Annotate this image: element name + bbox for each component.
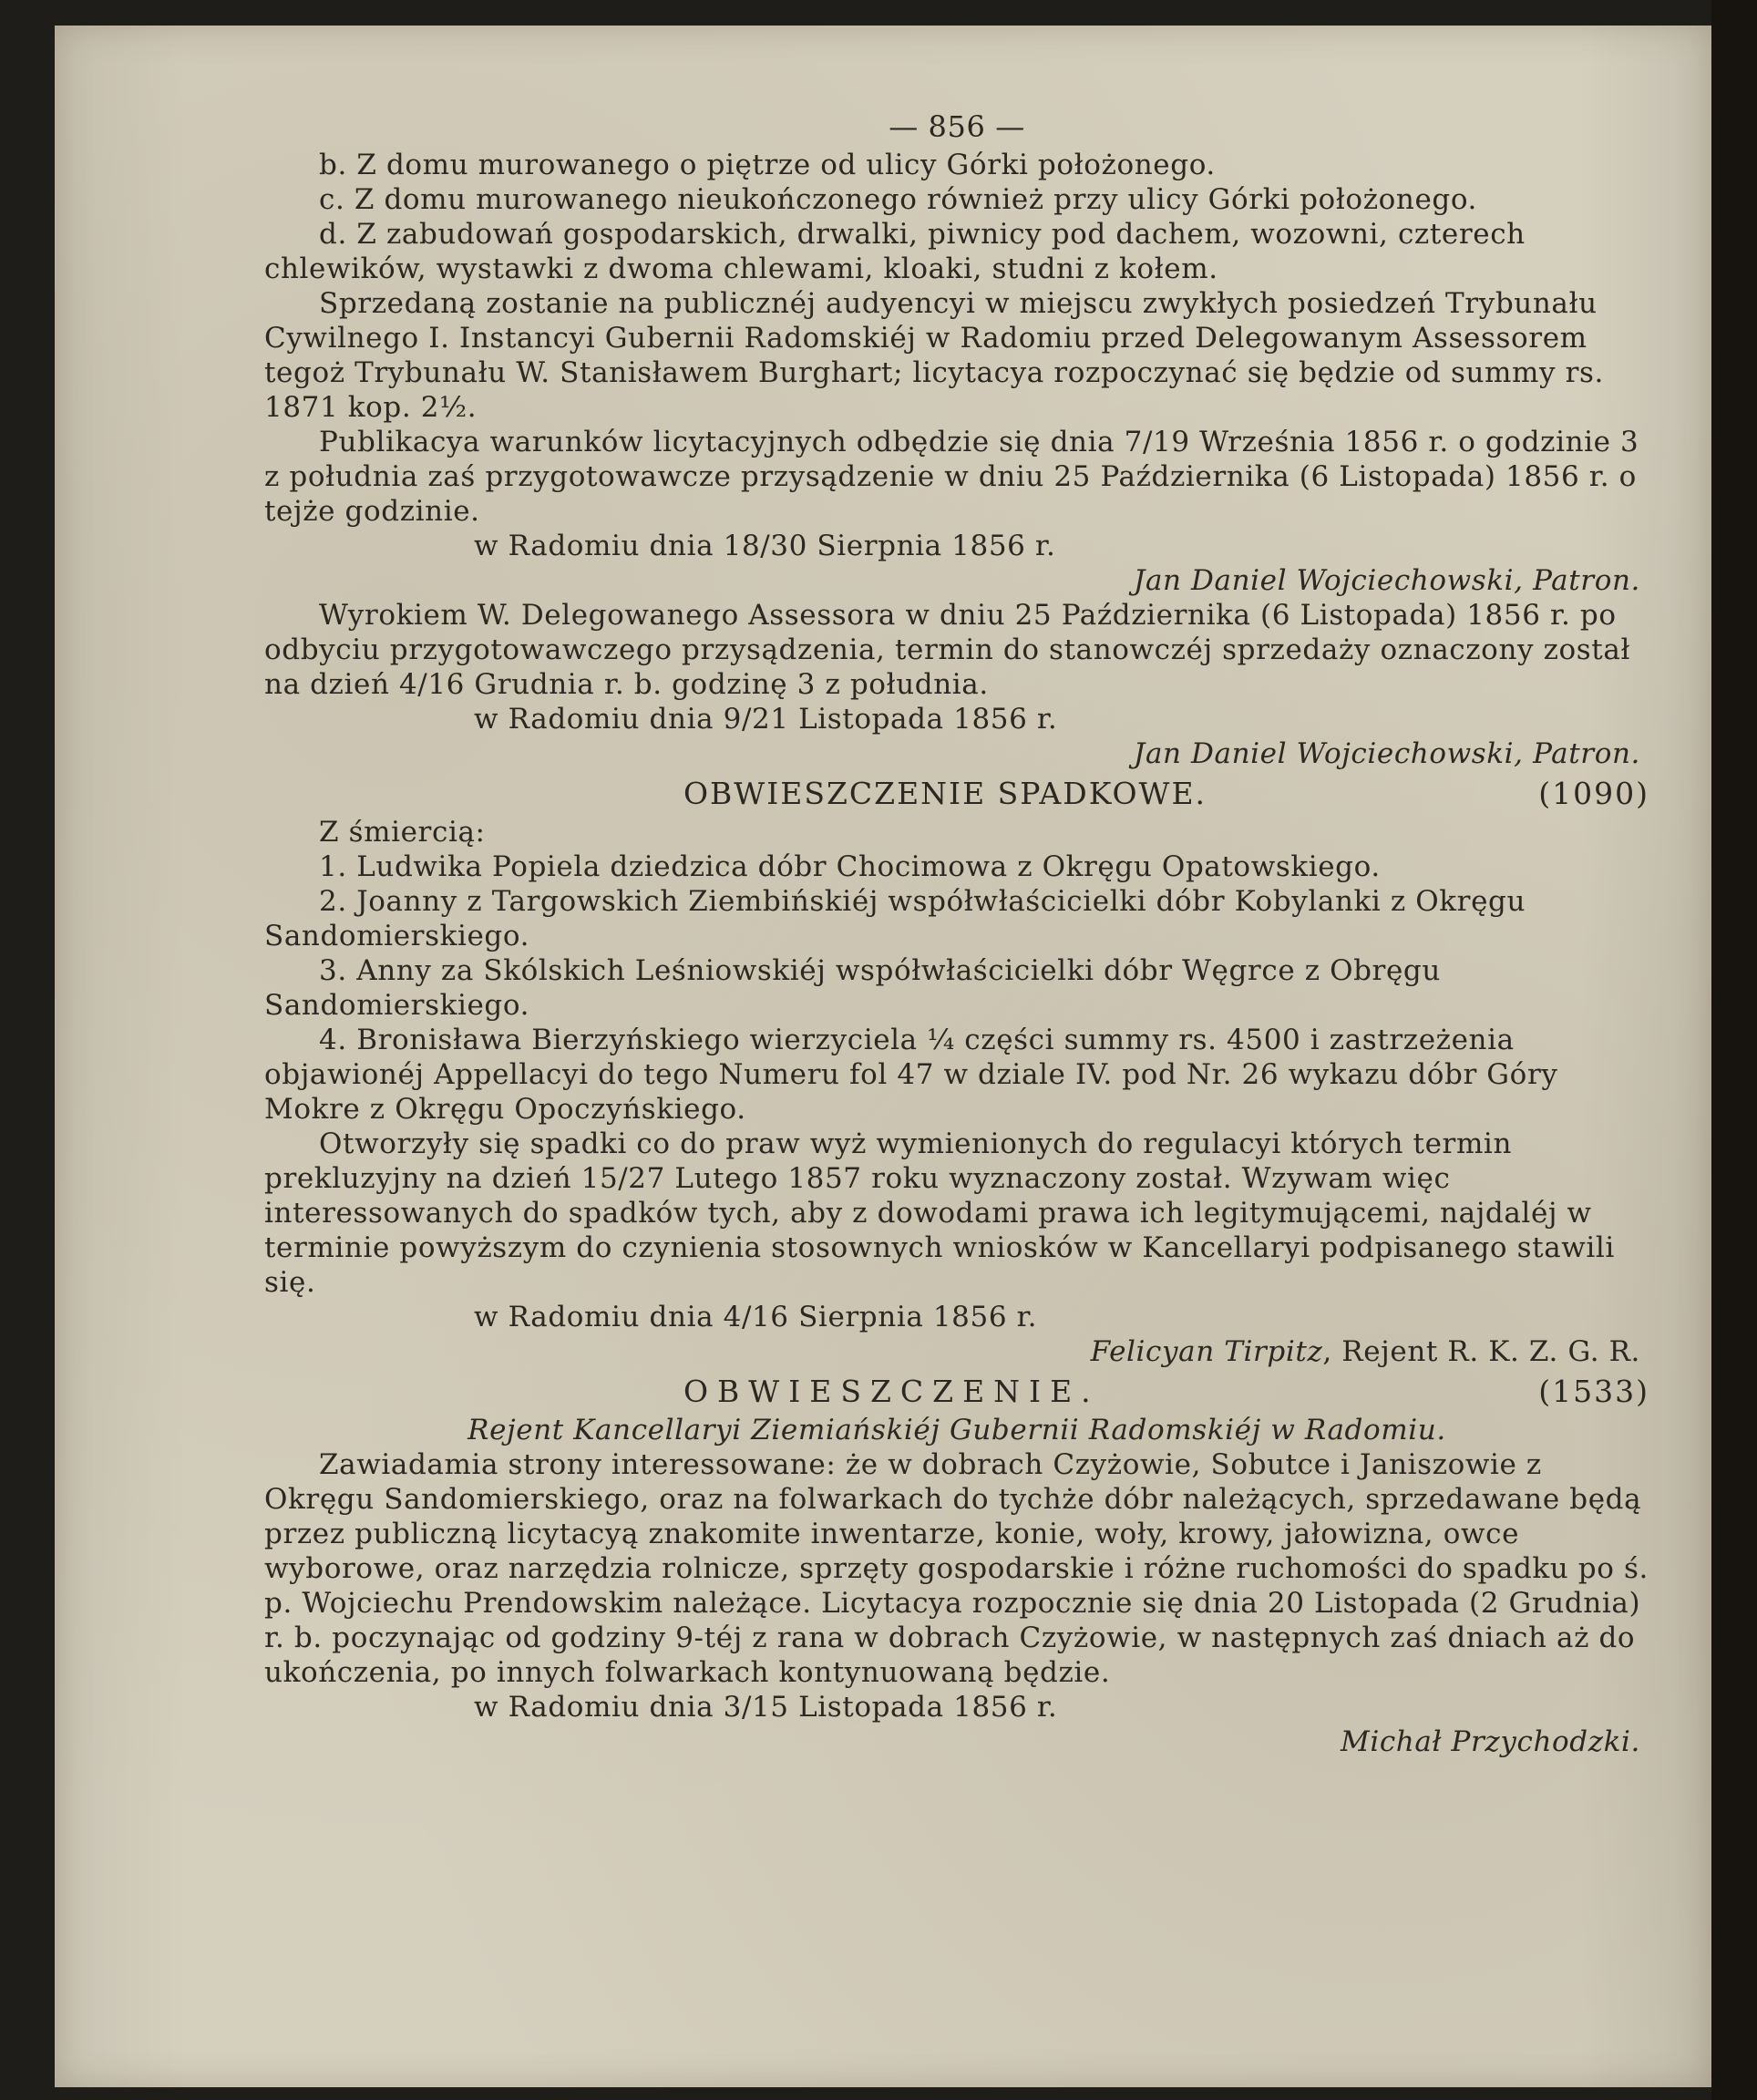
notice2-date: w Radomiu dnia 4/16 Sierpnia 1856 r. <box>474 1301 1038 1333</box>
item-c: c. Z domu murowanego nieukończonego również przy ulicy Górki położonego. <box>319 183 1478 216</box>
notice2-signature-name: Felicyan Tirpitz <box>1090 1335 1323 1368</box>
notice2-title: OBWIESZCZENIE SPADKOWE. <box>683 776 1207 811</box>
estate-item-1: 1. Ludwika Popiela dziedzica dóbr Chocimowa z Okręgu Opatowskiego. <box>319 850 1381 883</box>
notice3-title: OBWIESZCZENIE. <box>683 1374 1100 1409</box>
notice3-subtitle: Rejent Kancellaryi Ziemiańskiéj Gubernii Radomskiéj w Radomiu. <box>468 1414 1446 1446</box>
item-b: b. Z domu murowanego o piętrze od ulicy Górki położonego. <box>319 149 1216 181</box>
notice1-date2: w Radomiu dnia 9/21 Listopada 1856 r. <box>474 703 1058 736</box>
document-page <box>55 26 1711 2087</box>
notice2-heading <box>264 777 1649 811</box>
notice1-date: w Radomiu dnia 18/30 Sierpnia 1856 r. <box>474 530 1056 562</box>
estate-item-4: 4. Bronisława Bierzyńskiego wierzyciela ¼ części summy rs. 4500 i zastrzeżenia objawionéj Appellacyi do tego Numeru fol 47 w dziale IV. pod Nr. 26 wykazu dóbr Góry Mokre z Okręgu Opoczyńskiego. <box>264 1024 1558 1126</box>
sale-paragraph: Sprzedaną zostanie na publicznéj audyencyi w miejscu zwykłych posiedzeń Trybunału Cywilnego I. Instancyi Gubernii Radomskiéj w Radomiu przed Delegowanym Assessorem tegoż Trybunału W. Stanisławem Burghart; licytacya rozpoczynać się będzie od summy rs. 1871 kop. 2½. <box>264 287 1604 424</box>
scan-edge <box>1711 0 1757 2100</box>
notice3-date: w Radomiu dnia 3/15 Listopada 1856 r. <box>474 1691 1058 1724</box>
notice2-number: (1090) <box>1538 776 1649 811</box>
page-text <box>264 109 1649 1759</box>
notice3-signature: Michał Przychodzki. <box>1340 1725 1640 1758</box>
notice2-paragraph: Otworzyły się spadki co do praw wyż wymienionych do regulacyi których termin prekluzyjny na dzień 15/27 Lutego 1857 roku wyznaczony został. Wzywam więc interessowanych do spadków tych, aby z dowodami prawa ich legitymującemi, najdaléj w terminie powyższym do czynienia stosownych wniosków w Kancellaryi podpisanego stawili się. <box>264 1127 1615 1299</box>
notice2-signature <box>264 1334 1649 1369</box>
estate-item-3: 3. Anny za Skólskich Leśniowskiéj współwłaścicielki dóbr Węgrce z Obręgu Sandomierskiego. <box>264 954 1441 1022</box>
notice1-signature: Jan Daniel Wojciechowski, Patron. <box>1133 564 1640 597</box>
estate-item-2: 2. Joanny z Targowskich Ziembińskiéj współwłaścicielki dóbr Kobylanki z Okręgu Sandomierskiego. <box>264 885 1526 952</box>
notice3-paragraph: Zawiadamia strony interessowane: że w dobrach Czyżowie, Sobutce i Janiszowie z Okręgu Sandomierskiego, oraz na folwarkach do tychże dóbr należących, sprzedawane będą przez publiczną licytacyą znakomite inwentarze, konie, woły, krowy, jałowizna, owce wyborowe, oraz narzędzia rolnicze, sprzęty gospodarskie i różne ruchomości do spadku po ś. p. Wojciechu Prendowskim należące. Licytacya rozpocznie się dnia 20 Listopada (2 Grudnia) r. b. poczynając od godziny 9-téj z rana w dobrach Czyżowie, w następnych zaś dniach aż do ukończenia, po innych folwarkach kontynuowaną będzie. <box>264 1448 1649 1689</box>
publication-paragraph: Publikacya warunków licytacyjnych odbędzie się dnia 7/19 Września 1856 r. o godzinie 3 z południa zaś przygotowawcze przysądzenie w dniu 25 Października (6 Listopada) 1856 r. o tejże godzinie. <box>264 426 1639 528</box>
notice3-number: (1533) <box>1538 1374 1649 1409</box>
verdict-paragraph: Wyrokiem W. Delegowanego Assessora w dniu 25 Października (6 Listopada) 1856 r. po odbyciu przygotowawczego przysądzenia, termin do stanowczéj sprzedaży oznaczony został na dzień 4/16 Grudnia r. b. godzinę 3 z południa. <box>264 599 1631 701</box>
notice1-signature2: Jan Daniel Wojciechowski, Patron. <box>1133 737 1640 770</box>
notice2-intro: Z śmiercią: <box>319 816 486 849</box>
item-d: d. Z zabudowań gospodarskich, drwalki, piwnicy pod dachem, wozowni, czterech chlewików, wystawki z dwoma chlewami, kloaki, studni z kołem. <box>264 218 1526 285</box>
notice2-signature-title: , Rejent R. K. Z. G. R. <box>1322 1335 1640 1368</box>
notice3-footer <box>264 1690 1649 1724</box>
notice3-heading <box>264 1374 1649 1409</box>
page-number: — 856 — <box>889 109 1025 144</box>
